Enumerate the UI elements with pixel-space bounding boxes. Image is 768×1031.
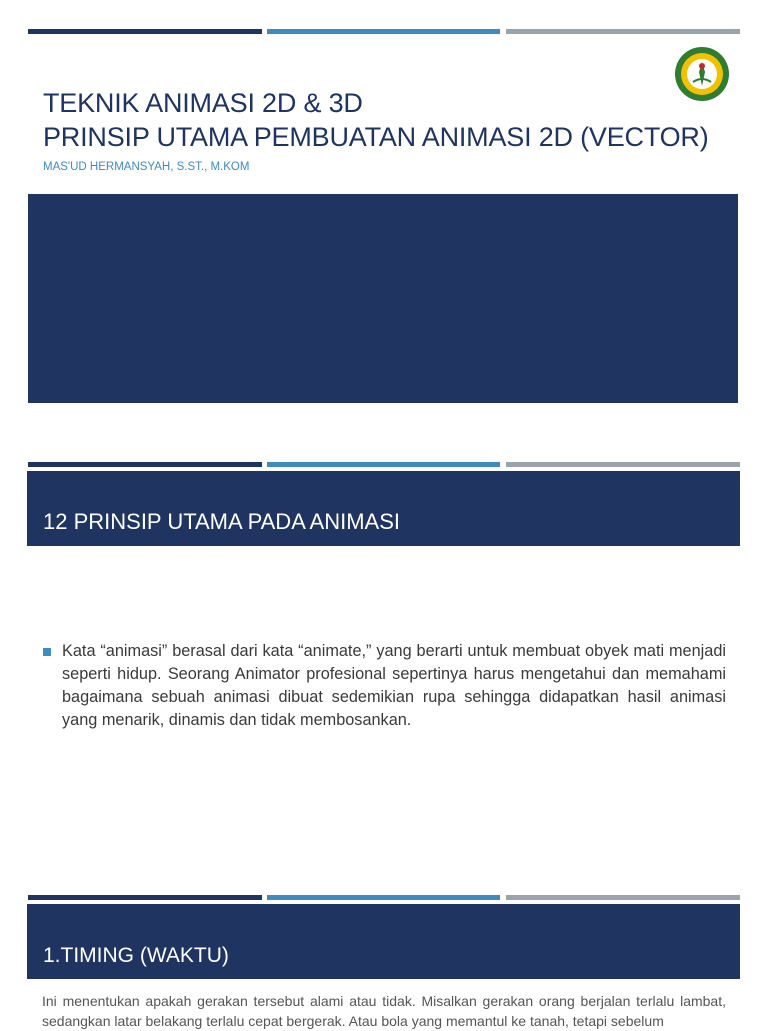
bullet-text: Kata “animasi” berasal dari kata “animate,” yang berarti untuk membuat obyek mati menjadi seperti hidup. Seorang Animator profesional sepertinya harus mengetahui dan memahami bagaimana sebuah animasi dibuat sedemikian rupa sehingga didapatkan hasil animasi yang menarik, dinamis dan tidak membosankan.: [62, 642, 726, 729]
university-seal-icon: [674, 46, 730, 102]
top-bar-blue: [267, 895, 500, 900]
presentation-title: TEKNIK ANIMASI 2D & 3D: [43, 88, 363, 118]
presentation-subtitle: PRINSIP UTAMA PEMBUATAN ANIMASI 2D (VECTOR): [43, 122, 709, 152]
heading-banner: [27, 471, 740, 546]
heading-banner: [27, 904, 740, 979]
top-bar-blue: [267, 462, 500, 467]
top-bar-gray: [506, 462, 740, 467]
top-bar-dark: [28, 895, 262, 900]
top-bar-gray: [506, 29, 740, 34]
top-bar-gray: [506, 895, 740, 900]
author-name: MAS'UD HERMANSYAH, S.ST., M.KOM: [43, 161, 250, 173]
top-bar-dark: [28, 462, 262, 467]
slide-heading: 1.TIMING (WAKTU): [43, 944, 229, 967]
body-text: Ini menentukan apakah gerakan tersebut alami atau tidak. Misalkan gerakan orang berjalan terlalu lambat, sedangkan latar belakang terlalu cepat bergerak. Atau bola yang memantul ke tanah, tetapi sebelum: [42, 993, 726, 1029]
slide-heading: 12 PRINSIP UTAMA PADA ANIMASI: [43, 509, 401, 534]
top-bar-dark: [28, 29, 262, 34]
title-banner-block: [28, 194, 738, 403]
top-bar-blue: [267, 29, 500, 34]
bullet-square-icon: [43, 648, 51, 656]
